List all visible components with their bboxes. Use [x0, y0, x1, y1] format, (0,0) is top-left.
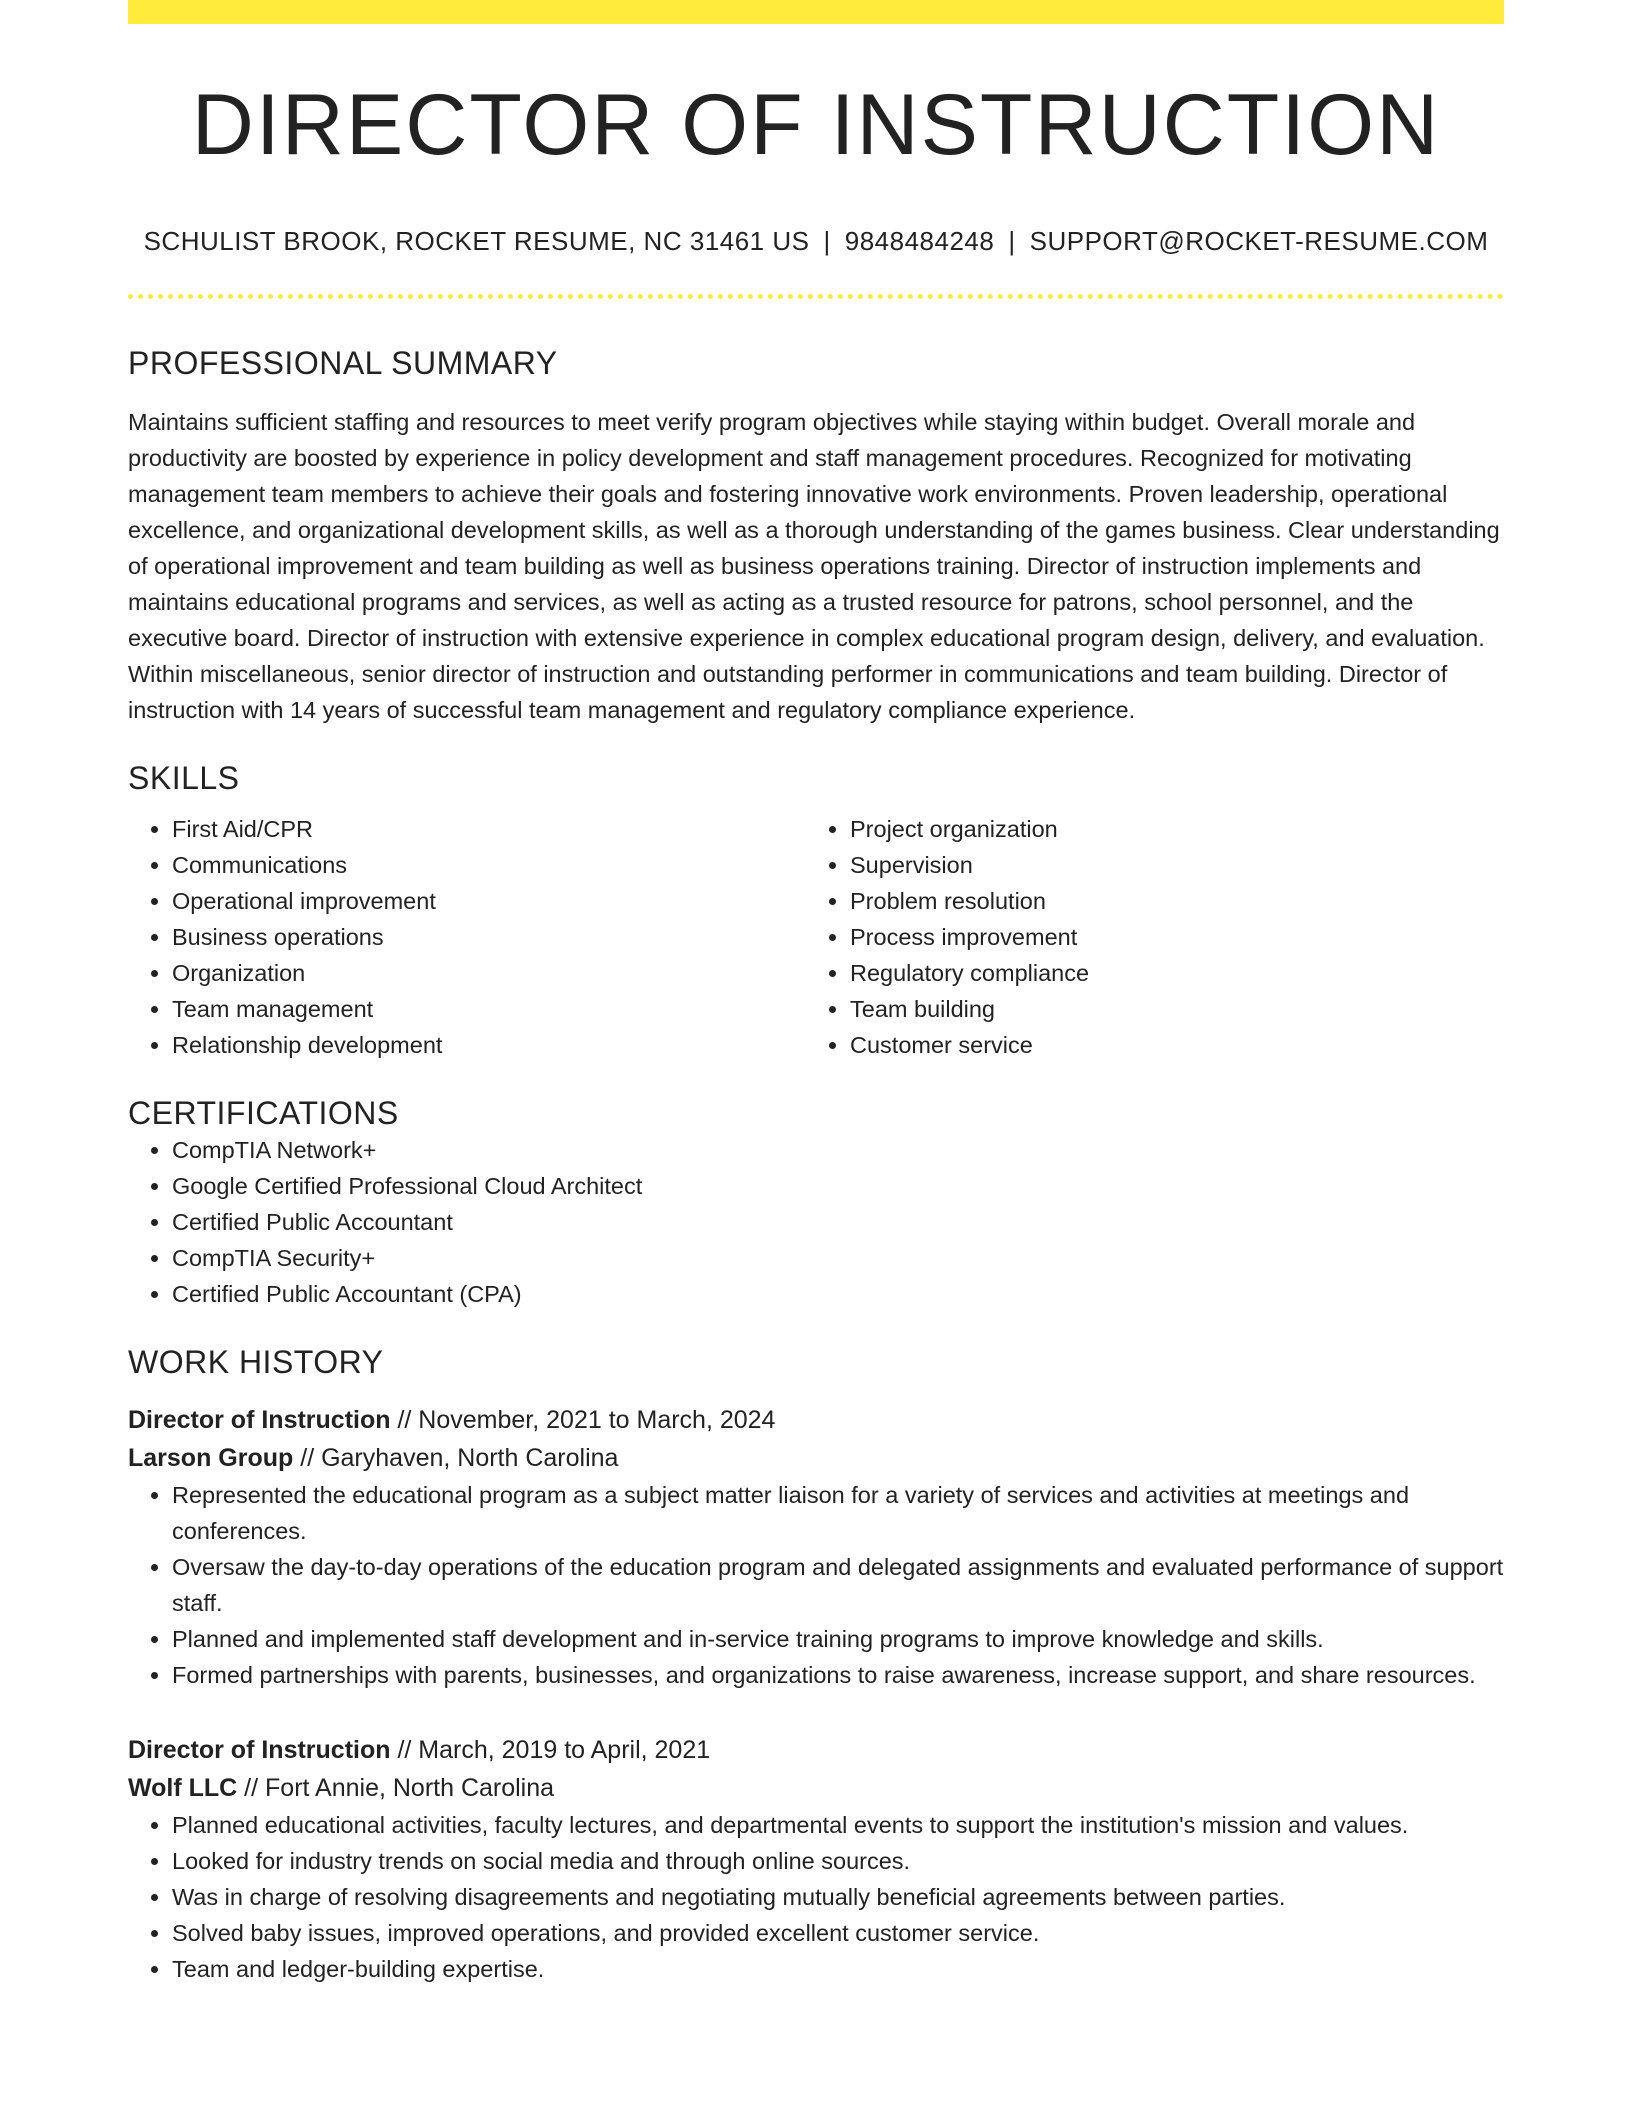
- skill-item: • Operational improvement: [172, 883, 806, 919]
- job-duties-list: [128, 1477, 1504, 1693]
- skills-list-left: [128, 811, 806, 1063]
- resume-page: [128, 0, 1504, 1987]
- skill-item: • Regulatory compliance: [850, 955, 1484, 991]
- contact-phone: 9848484248: [844, 226, 995, 256]
- certification-item: • Certified Public Accountant: [172, 1204, 1504, 1240]
- skill-item: • Project organization: [850, 811, 1484, 847]
- skill-item: • Team building: [850, 991, 1484, 1027]
- job-duty: • Planned educational activities, faculty lectures, and departmental events to support the institution's mission and values.: [172, 1807, 1504, 1843]
- certification-item: • CompTIA Security+: [172, 1240, 1504, 1276]
- certification-item: • Certified Public Accountant (CPA): [172, 1276, 1504, 1312]
- job-company: Larson Group: [128, 1444, 294, 1472]
- certifications-list: [128, 1132, 1504, 1312]
- skill-item: • Problem resolution: [850, 883, 1484, 919]
- job-location: // Fort Annie, North Carolina: [237, 1774, 555, 1802]
- header-divider: [128, 294, 1504, 299]
- job-company: Wolf LLC: [128, 1774, 238, 1802]
- job-title: Director of Instruction: [128, 1736, 391, 1764]
- skills-list-right: [806, 811, 1484, 1063]
- skills-column-right: [806, 811, 1484, 1063]
- job-company-line: [128, 1439, 1504, 1477]
- skill-item: • Customer service: [850, 1027, 1484, 1063]
- job-duty: • Represented the educational program as a subject matter liaison for a variety of services and activities at meetings and conferences.: [172, 1477, 1504, 1549]
- resume-title: DIRECTOR OF INSTRUCTION: [191, 77, 1441, 173]
- skills-grid: [128, 811, 1504, 1063]
- job-entry: [128, 1731, 1504, 1987]
- job-duty: • Formed partnerships with parents, businesses, and organizations to raise awareness, increase support, and share resources.: [172, 1657, 1504, 1693]
- contact-address: SCHULIST BROOK, ROCKET RESUME, NC 31461 US: [143, 226, 810, 256]
- skill-item: • Supervision: [850, 847, 1484, 883]
- contact-line: [128, 228, 1504, 254]
- certifications-heading: CERTIFICATIONS: [128, 1095, 399, 1131]
- skills-column-left: [128, 811, 806, 1063]
- skill-item: • Team management: [172, 991, 806, 1027]
- job-entry: [128, 1401, 1504, 1693]
- skill-item: • First Aid/CPR: [172, 811, 806, 847]
- skill-item: • Organization: [172, 955, 806, 991]
- job-duty: • Was in charge of resolving disagreements and negotiating mutually beneficial agreements between parties.: [172, 1879, 1504, 1915]
- job-dates: // March, 2019 to April, 2021: [390, 1736, 711, 1764]
- top-accent-bar: [128, 0, 1504, 24]
- summary-text: Maintains sufficient staffing and resources to meet verify program objectives while staying within budget. Overall morale and productivity are boosted by experience in policy development and staff management procedures. Recognized for motivating management team members to achieve their goals and fostering innovative work environments. Proven leadership, operational excellence, and organizational development skills, as well as a thorough understanding of the games business. Clear understanding of operational improvement and team building as well as business operations training. Director of instruction implements and maintains educational programs and services, as well as acting as a trusted resource for patrons, school personnel, and the executive board. Director of instruction with extensive experience in complex educational program design, delivery, and evaluation. Within miscellaneous, senior director of instruction and outstanding performer in communications and team building. Director of instruction with 14 years of successful team management and regulatory compliance experience.: [128, 409, 1500, 723]
- contact-email[interactable]: SUPPORT@ROCKET-RESUME.COM: [1029, 226, 1489, 256]
- job-company-line: [128, 1769, 1504, 1807]
- contact-separator: |: [1008, 226, 1016, 256]
- job-duty: • Looked for industry trends on social media and through online sources.: [172, 1843, 1504, 1879]
- job-duties-list: [128, 1807, 1504, 1987]
- job-duty: • Team and ledger-building expertise.: [172, 1951, 1504, 1987]
- work-history-heading: WORK HISTORY: [128, 1344, 384, 1380]
- job-duty: • Planned and implemented staff development and in-service training programs to improve knowledge and skills.: [172, 1621, 1504, 1657]
- job-title-line: [128, 1401, 1504, 1439]
- skill-item: • Communications: [172, 847, 806, 883]
- job-title-line: [128, 1731, 1504, 1769]
- contact-separator: |: [823, 226, 831, 256]
- skill-item: • Process improvement: [850, 919, 1484, 955]
- job-duty: • Oversaw the day-to-day operations of the education program and delegated assignments and evaluated performance of support staff.: [172, 1549, 1504, 1621]
- certification-item: • Google Certified Professional Cloud Architect: [172, 1168, 1504, 1204]
- skills-heading: SKILLS: [128, 760, 240, 796]
- summary-heading: PROFESSIONAL SUMMARY: [128, 345, 558, 381]
- certification-item: • CompTIA Network+: [172, 1132, 1504, 1168]
- skill-item: • Relationship development: [172, 1027, 806, 1063]
- job-dates: // November, 2021 to March, 2024: [390, 1406, 776, 1434]
- skill-item: • Business operations: [172, 919, 806, 955]
- job-location: // Garyhaven, North Carolina: [293, 1444, 619, 1472]
- job-duty: • Solved baby issues, improved operations, and provided excellent customer service.: [172, 1915, 1504, 1951]
- job-title: Director of Instruction: [128, 1406, 391, 1434]
